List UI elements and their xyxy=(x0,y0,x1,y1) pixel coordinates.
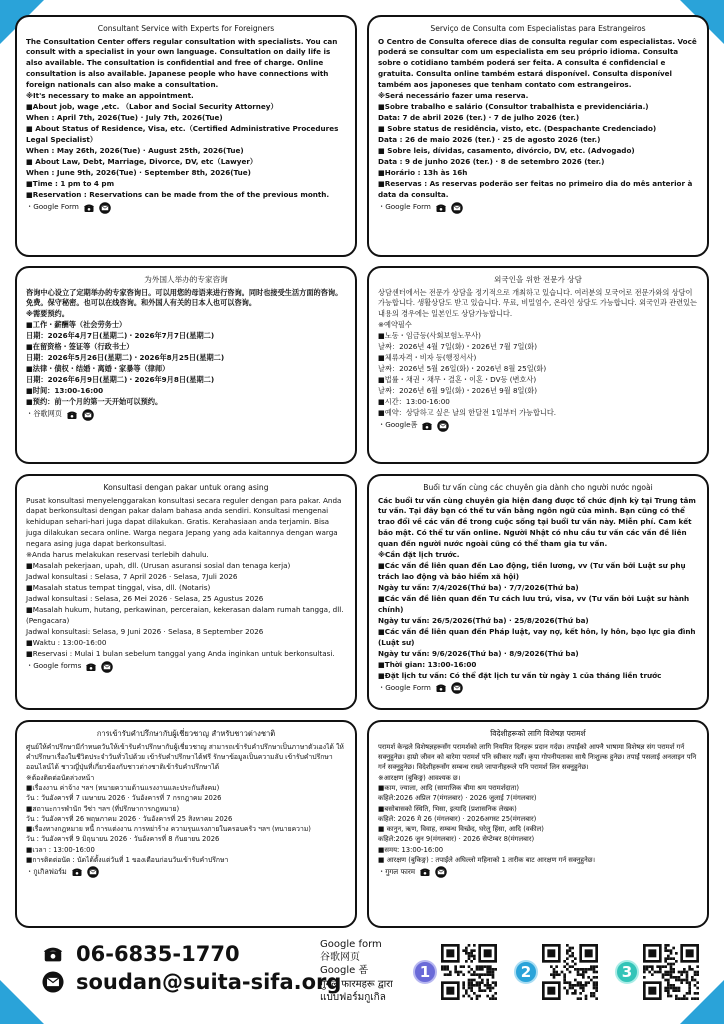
phone-icon xyxy=(85,661,97,673)
phone-icon xyxy=(83,202,95,214)
phone-icon xyxy=(435,682,447,694)
panel-body xyxy=(26,288,346,408)
panel-line: ■Time : 1 pm to 4 pm xyxy=(26,178,115,188)
phone-icon xyxy=(42,943,64,965)
panel-line: วัน : วันอังคารที่ 26 พฤษภาคม 2026 · วันอังคารที่ 25 สิงหาคม 2026 xyxy=(26,814,233,823)
contact-email-row[interactable] xyxy=(42,970,341,994)
panel-line: ■Reservasi : Mulai 1 bulan sebelum tanggal yang Anda inginkan untuk berkonsultasi. xyxy=(26,648,335,658)
panel-line: 날짜：2026년 5월 26일(화)・2026년 8월 25일(화) xyxy=(378,364,547,374)
panel-line: ■การติดต่อนัด : นัดได้ตั้งแต่วันที่ 1 ของเดือนก่อนวันเข้ารับคำปรึกษา xyxy=(26,856,229,865)
google-form-labels xyxy=(320,938,393,1004)
panel-line: ■时间：13:00-16:00 xyxy=(26,385,104,395)
panel-indonesian xyxy=(15,474,357,710)
panel-line: ■बसोबासको स्थिति, भिसा, इत्यादि (प्रशासनिक लेखक) xyxy=(378,804,517,813)
google-form-label-zh: 谷歌网页 xyxy=(320,952,360,964)
panel-line: ■Các vấn đề liên quan đến Pháp luật, vay nợ, kết hôn, ly hôn, bạo lực gia đình (Luật sư) xyxy=(378,626,696,647)
panel-line: Các buổi tư vấn cùng chuyên gia hiện đang được tổ chức định kỳ tại Trung tâm tư vấn. Tại đây bạn có thể tư vấn bằng ngôn ngữ của mình. Bạn cũng có thể trao đổi về các vấn đề trong cuộc sống tại buổi tư vấn này. Miễn phí. Cam kết bảo mật. Có thể tư vấn online. Người Nhật có nhu cầu tư vấn các vấn đề liên quan đến người nước ngoài cũng có thể tham gia tư vấn. xyxy=(378,495,696,549)
panel-line: ■시간：13:00-16:00 xyxy=(378,396,450,406)
panel-line: ■Horário : 13h às 16h xyxy=(378,167,468,177)
panel-line: วัน : วันอังคารที่ 9 มิถุนายน 2026 · วันอังคารที่ 8 กันยายน 2026 xyxy=(26,835,220,844)
panel-line: कहिले: 2026 मे 26 (मंगलबार) · 2026अगस्ट 25(मंगलबार) xyxy=(378,814,537,823)
google-form-label-en: Google form xyxy=(320,939,382,950)
panel-line: Data : 26 de maio 2026 (ter.) · 25 de agosto 2026 (ter.) xyxy=(378,134,601,144)
panel-english xyxy=(15,15,357,257)
panel-line: ※Anda harus melakukan reservasi terlebih dahulu. xyxy=(26,550,209,560)
google-form-row[interactable] xyxy=(26,202,346,214)
panel-portuguese xyxy=(367,15,709,257)
google-form-label[interactable]: ・谷歌网页 xyxy=(26,409,62,419)
panel-title: विदेशीहरूको लागि विशेषज्ञ परामर्श xyxy=(490,729,586,738)
panel-line: ※Será necessário fazer uma reserva. xyxy=(378,91,529,101)
panel-line: ■समय: 13:00-16:00 xyxy=(378,845,444,854)
panel-title: Serviço de Consulta com Especialistas para Estrangeiros xyxy=(430,24,646,33)
panel-line: When : June 9th, 2026(Tue) · September 8th, 2026(Tue) xyxy=(26,167,251,177)
qr-number-badge: 3 xyxy=(615,960,639,984)
panel-line: 상담센터에서는 전문가 상담을 정기적으로 개최하고 있습니다. 여러분의 모국어로 전문가와의 상담이 가능합니다. 생활상담도 받고 있습니다. 무료, 비밀엄수, 온라인 상담도 가능합니다. 외국인과 관련있는 내용의 경우에는 일본인도 상담가능합니다. xyxy=(378,287,697,319)
google-form-label-ko: Google 폼 xyxy=(320,965,369,977)
mail-icon xyxy=(101,661,113,673)
phone-icon xyxy=(66,409,78,421)
panel-line: ※ต้องติดต่อนัดล่วงหน้า xyxy=(26,773,95,782)
panel-body xyxy=(26,742,346,866)
panel-korean xyxy=(367,266,709,464)
panel-line: Pusat konsultasi menyelenggarakan konsultasi secara reguler dengan para pakar. Anda dapat berkonsultasi dengan pakar dalam bahasa anda sendiri. Konsultasi mengenai kehidupan sehari-hari juga dapat dilakukan. Gratis. Kerahasiaan anda terjamin. Bisa juga dilakukan secara online. Warga negara Jepang yang ada kaitannya dengan warga negara asing juga dapat berkonsultasi. xyxy=(26,495,342,549)
qr-number-badge: 1 xyxy=(413,960,437,984)
qr-group-2[interactable] xyxy=(514,944,598,1000)
panel-line: ■법률・채권・채무・결혼・이혼・DV등 (변호사) xyxy=(378,375,537,385)
panel-line: O Centro de Consulta oferece dias de consulta regular com especialistas. Você poderá se consultar com um especialista em seu próprio idioma. Consulta sobre o cotidiano também poderá ser feita. A consulta é confidencial e gratuita. Consulta online também estará disponível. Consulta disponível também aos japoneses que tenham contato com estrangeiros. xyxy=(378,36,697,90)
corner-decoration-bottom-left xyxy=(0,980,44,1024)
panel-line: 咨询中心设立了定期举办的专家咨询日。可以用您的母语来进行咨询。同时也接受生活方面的咨询。免费。保守秘密。也可以在线咨询。和外国人有关的日本人也可以咨询。 xyxy=(26,287,343,308)
panel-title: 외국인을 위한 전문가 상담 xyxy=(494,275,582,284)
panel-line: ■预约：前一个月的第一天开始可以预约。 xyxy=(26,396,163,406)
panel-line: ■เรื่องงาน ค่าจ้าง ฯลฯ (ทนายความด้านแรงงานและประกันสังคม) xyxy=(26,783,220,792)
panel-line: ■काम, ज्याला, आदि (सामाजिक बीमा श्रम परामर्शदाता) xyxy=(378,783,519,792)
phone-icon xyxy=(71,866,83,878)
panel-line: ■Reservas : As reservas poderão ser feitas no primeiro dia do mês anterior à data da consulta. xyxy=(378,178,693,199)
panel-line: 日期：2026年6月9日(星期二)・2026年9月8日(星期二) xyxy=(26,375,215,385)
qr-code-icon[interactable] xyxy=(542,944,598,1000)
panel-line: ※需要预约。 xyxy=(26,309,69,319)
email-address[interactable]: soudan@suita-sifa.org xyxy=(76,970,342,994)
panel-line: ■Reservation : Reservations can be made from the of the previous month. xyxy=(26,189,330,199)
panel-line: Data : 9 de junho 2026 (ter.) · 8 de setembro 2026 (ter.) xyxy=(378,156,605,166)
panel-line: ■工作・薪酬等（社会劳务士） xyxy=(26,320,127,330)
panel-thai xyxy=(15,720,357,928)
panel-body xyxy=(378,742,698,866)
panel-body xyxy=(378,496,698,682)
panel-line: ■ About Law, Debt, Marriage, Divorce, DV, etc（Lawyer） xyxy=(26,156,258,166)
panel-line: ■เรื่องทางกฎหมาย หนี้ การแต่งงาน การหย่าร้าง ความรุนแรงภายในครอบครัว ฯลฯ (ทนายความ) xyxy=(26,825,311,834)
panel-line: ■ About Status of Residence, Visa, etc.（Certified Administrative Procedures Legal Specialist） xyxy=(26,124,339,144)
panel-line: วัน : วันอังคารที่ 7 เมษายน 2026 · วันอังคารที่ 7 กรกฎาคม 2026 xyxy=(26,794,222,803)
google-form-row[interactable] xyxy=(378,420,698,432)
panel-title: Buổi tư vấn cùng các chuyên gia dành cho người nước ngoài xyxy=(423,483,653,492)
panel-line: परामर्श केन्द्रले विशेषज्ञहरूसँग परामर्शको लागि नियमित दिनहरू प्रदान गर्दछ। तपाईंको आफ्नै भाषामा विशेषज्ञ संग परामर्श गर्न सक्नुहुनेछ। हाम्रो जीवन को बारेमा परामर्श पनि स्वीकार गर्छौं। कृपा गोपनीयताका साथै निःशुल्क हुनेछ। तपाईं पसलाई अनलाइन पनि गर्न सक्नुहुनेछ। विदेशीहरूसँग सम्बन्ध राख्ने जापानीहरूले पनि परामर्श लिन सक्नुहुनेछ। xyxy=(378,742,697,772)
panel-line: 날짜：2026년 6월 9일(화)・2026년 9월 8일(화) xyxy=(378,385,538,395)
google-form-row[interactable] xyxy=(26,866,346,878)
mail-icon xyxy=(451,202,463,214)
panel-line: ■Masalah pekerjaan, upah, dll. (Urusan asuransi sosial dan tenaga kerja) xyxy=(26,561,291,571)
mail-icon xyxy=(437,420,449,432)
google-form-label[interactable]: ・Google폼 xyxy=(378,420,418,430)
panel-body xyxy=(26,37,346,201)
google-form-label[interactable]: ・Google Form xyxy=(26,202,79,212)
panel-line: ■Masalah hukum, hutang, perkawinan, perceraian, kekerasan dalam rumah tangga, dll. (Pengacara) xyxy=(26,604,344,625)
google-form-label[interactable]: ・Google Form xyxy=(378,202,431,212)
panel-line: ■เวลา : 13:00-16:00 xyxy=(26,845,95,854)
google-form-label[interactable]: ・Google Form xyxy=(378,683,431,692)
panel-line: 日期：2026年5月26日(星期二)・2026年8月25日(星期二) xyxy=(26,353,225,363)
panel-line: Ngày tư vấn: 26/5/2026(Thứ ba) · 25/8/2026(Thứ ba) xyxy=(378,615,589,625)
google-form-label[interactable]: ・Google forms xyxy=(26,661,82,671)
panel-line: 日期：2026年4月7日(星期二)・2026年7月7日(星期二) xyxy=(26,331,215,341)
panel-line: ※It's necessary to make an appointment. xyxy=(26,91,194,101)
panel-line: ■ Sobre leis, dívidas, casamento, divórcio, DV, etc. (Advogado) xyxy=(378,145,635,155)
panel-line: ■Thời gian: 13:00-16:00 xyxy=(378,659,477,669)
google-form-row[interactable] xyxy=(26,661,346,673)
panel-line: Data: 7 de abril 2026 (ter.) · 7 de julho 2026 (ter.) xyxy=(378,113,580,123)
qr-code-icon[interactable] xyxy=(441,944,497,1000)
panel-line: When : April 7th, 2026(Tue) · July 7th, 2026(Tue) xyxy=(26,113,223,123)
panel-line: ■Các vấn đề liên quan đến Lao động, tiền lương, vv (Tư vấn bởi Luật sư phụ trách lao động và bảo hiểm xã hội) xyxy=(378,561,686,582)
panel-line: ※예약필수 xyxy=(378,320,412,330)
mail-icon xyxy=(451,682,463,694)
google-form-row[interactable] xyxy=(378,682,698,694)
panel-line: कहिले:2026 अप्रिल 7(मंगलबार) · 2026 जुलाई 7(मंगलबार) xyxy=(378,794,537,803)
panel-line: ■노동・임금등(사회보험노무사) xyxy=(378,331,481,341)
panel-line: ■체류자격・비자 등(행정서사) xyxy=(378,353,477,363)
phone-icon xyxy=(419,866,431,878)
panel-line: ■法律・债权・结婚・离婚・家暴等（律师） xyxy=(26,364,170,374)
panel-line: ■Đặt lịch tư vấn: Có thể đặt lịch tư vấn từ ngày 1 của tháng liền trước xyxy=(378,670,662,680)
panel-line: कहिले:2026 जुन 9(मंगलबार) · 2026 सेप्टेम्बर 8(मंगलबार) xyxy=(378,835,535,844)
panel-line: ■Sobre trabalho e salário (Consultor trabalhista e previdenciária.) xyxy=(378,102,649,112)
google-form-label-th: แบบฟอร์มกูเกิล xyxy=(320,991,386,1003)
panel-line: ■About job, wage ,etc. （Labor and Social Security Attorney） xyxy=(26,102,278,112)
mail-icon xyxy=(435,866,447,878)
qr-code-icon[interactable] xyxy=(643,944,699,1000)
panel-title: การเข้ารับคำปรึกษากับผู้เชี่ยวชาญ สำหรับชาวต่างชาติ xyxy=(96,729,276,738)
google-form-row[interactable] xyxy=(378,866,698,878)
panel-nepali xyxy=(367,720,709,928)
mail-icon xyxy=(99,202,111,214)
panel-line: Ngày tư vấn: 9/6/2026(Thứ ba) · 8/9/2026(Thứ ba) xyxy=(378,648,579,658)
panel-line: Ngày tư vấn: 7/4/2026(Thứ ba) · 7/7/2026(Thứ ba) xyxy=(378,583,579,593)
panel-line: ■ Sobre status de residência, visto, etc. (Despachante Credenciado) xyxy=(378,124,657,134)
panel-line: Jadwal konsultasi : Selasa, 7 April 2026 · Selasa, 7Juli 2026 xyxy=(26,572,238,582)
panel-line: ■ आरक्षण (बुकिङ्ग) : तपाईंले अघिल्लो महिनाको 1 तारीक बाट आरक्षण गर्न सक्नुहुनेछ। xyxy=(378,856,596,865)
mail-icon xyxy=(42,971,64,993)
phone-icon xyxy=(421,420,433,432)
phone-number[interactable]: 06-6835-1770 xyxy=(76,942,240,966)
panel-line: ศูนย์ให้คำปรึกษามีกำหนดวันให้เข้ารับคำปรึกษากับผู้เชี่ยวชาญ สามารถเข้ารับคำปรึกษาเป็นภาษาตัวเองได้ ให้คำปรึกษาเรื่องในชีวิตประจำวันทั่วไปด้วย เข้ารับคำปรึกษาได้ฟรี รักษาข้อมูลเป็นความลับ เข้ารับคำปรึกษาออนไลน์ได้ ชาวญี่ปุ่นที่เกี่ยวข้องกับชาวต่างชาติเข้ารับคำปรึกษาได้ xyxy=(26,742,344,772)
panel-body xyxy=(378,37,698,201)
google-form-label[interactable]: ・गुगल फारम xyxy=(378,867,416,876)
google-form-label[interactable]: ・กูเกิลฟอร์ม xyxy=(26,867,67,876)
panel-vietnamese xyxy=(367,474,709,710)
panel-line: ■Masalah status tempat tinggal, visa, dll. (Notaris) xyxy=(26,583,211,593)
panel-line: ■Các vấn đề liên quan đến Tư cách lưu trú, visa, vv (Tư vấn bởi Luật sư hành chính) xyxy=(378,593,690,614)
panel-line: The Consultation Center offers regular consultation with specialists. You can consult with a specialist in your own language. Consultation on daily life is also available. The consultation is confidential and free of charge. Online consultation is also available. Japanese people who have connections with foreign nationals can also make a consultation. xyxy=(26,36,338,90)
panel-line: ■ कानुन, ऋण, विवाह, सम्बन्ध विच्छेद, घरेलु हिंसा, आदि (वकील) xyxy=(378,825,544,834)
panel-title: Konsultasi dengan pakar untuk orang asing xyxy=(103,483,269,492)
panel-line: 날짜：2026년 4월 7일(화)・2026년 7월 7일(화) xyxy=(378,342,538,352)
panel-line: ■在留资格・签证等（行政书士） xyxy=(26,342,134,352)
panel-line: ■예약：상담하고 싶은 날의 한달전 1일부터 가능합니다. xyxy=(378,407,557,417)
panel-line: ■Waktu : 13:00-16:00 xyxy=(26,637,107,647)
mail-icon xyxy=(87,866,99,878)
qr-group-1[interactable] xyxy=(413,944,497,1000)
panel-body xyxy=(378,288,698,419)
panel-line: Jadwal konsultasi : Selasa, 26 Mei 2026 · Selasa, 25 Agustus 2026 xyxy=(26,593,264,603)
phone-icon xyxy=(435,202,447,214)
panel-title: 为外国人举办的专家咨询 xyxy=(144,275,228,284)
qr-number-badge: 2 xyxy=(514,960,538,984)
panel-line: When : May 26th, 2026(Tue) · August 25th, 2026(Tue) xyxy=(26,145,244,155)
panel-line: ■สถานะการพำนัก วีซ่า ฯลฯ (ที่ปรึกษาการกฎหมาย) xyxy=(26,804,180,813)
panel-chinese xyxy=(15,266,357,464)
panel-line: Jadwal konsultasi: Selasa, 9 Juni 2026 · Selasa, 8 September 2026 xyxy=(26,626,264,636)
google-form-label-ne: गुगल फारमहरू द्वारा xyxy=(320,978,393,990)
qr-group-3[interactable] xyxy=(615,944,699,1000)
google-form-row[interactable] xyxy=(26,409,346,421)
google-form-row[interactable] xyxy=(378,202,698,214)
panel-title: Consultant Service with Experts for Foreigners xyxy=(97,24,275,33)
panel-line: ※Cần đặt lịch trước. xyxy=(378,550,460,560)
contact-phone-row[interactable] xyxy=(42,942,240,966)
mail-icon xyxy=(82,409,94,421)
panel-line: ※आरक्षण (बुकिङ्ग) आवश्यक छ। xyxy=(378,773,461,782)
panel-body xyxy=(26,496,346,660)
